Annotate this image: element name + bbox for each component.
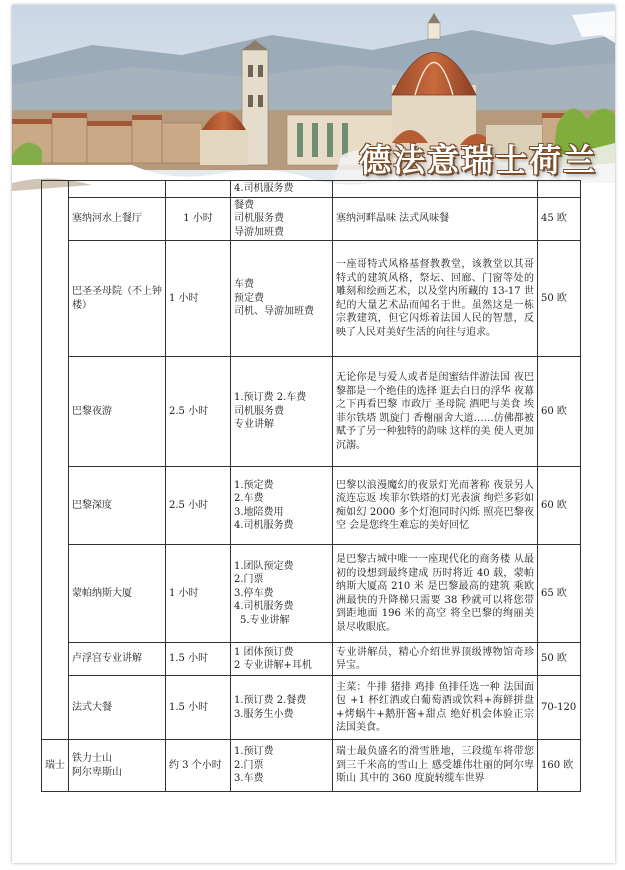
fees-cell — [231, 197, 333, 241]
florence-banner-image — [12, 5, 615, 195]
document-page — [12, 5, 615, 863]
desc-cell: 塞纳河畔晶味 法式风味餐 — [333, 197, 538, 241]
price-cell — [538, 181, 581, 198]
fees-cell — [231, 643, 333, 676]
fee-line: 3.服务生小费 — [234, 708, 294, 720]
fee-line: 1 团体预订费 — [234, 646, 294, 658]
table-row — [42, 740, 581, 792]
fee-line: 4.司机服务费 — [234, 601, 294, 613]
fee-line: 预定费 — [234, 292, 264, 304]
fees-cell — [231, 740, 333, 792]
desc-cell: 无论你是与爱人或者是闺蜜结伴游法国 夜巴黎都是一个绝佳的选择 逛去白日的浮华 夜幕之下再看巴黎 市政厅 圣母院 酒吧与美食 埃菲尔铁塔 凯旋门 香榭丽舍大道……仿佛都被赋予了另一种独特的韵味 这样的美 使人更加沉溺。 — [333, 357, 538, 467]
price-cell: 70-120 — [538, 676, 581, 740]
duration-cell: 1.5 小时 — [166, 676, 231, 740]
desc-cell: 主菜：牛排 猪排 鸡排 鱼排任选一种 法国面包 +1 杯红酒或白葡萄酒或饮料+海鲜拼盘+烤蜗牛+鹅肝酱+甜点 绝好机会体验正宗法国美食。 — [333, 676, 538, 740]
fee-line: 1.预订费 2.车费 — [234, 392, 307, 404]
fee-line: 2.门票 — [234, 574, 264, 586]
table-row — [42, 241, 581, 357]
fee-line: 4.司机服务费 — [234, 183, 294, 194]
optional-tours-table — [41, 180, 581, 792]
fee-line: 车费 — [234, 279, 254, 291]
table-row — [42, 357, 581, 467]
price-cell: 50 欧 — [538, 643, 581, 676]
fees-cell — [231, 676, 333, 740]
duration-cell: 1.5 小时 — [166, 643, 231, 676]
duration-cell: 1 小时 — [166, 241, 231, 357]
fee-line: 2.门票 — [234, 759, 264, 771]
price-cell: 160 欧 — [538, 740, 581, 792]
duration-cell: 2.5 小时 — [166, 467, 231, 545]
duration-cell: 1 小时 — [166, 545, 231, 643]
desc-cell: 专业讲解员，精心介绍世界顶级博物馆奇珍异宝。 — [333, 643, 538, 676]
table-row — [42, 676, 581, 740]
fee-line: 1.团队预定费 — [234, 560, 294, 572]
name-cell: 塞纳河水上餐厅 — [69, 197, 166, 241]
fee-line: 1.预订费 2.餐费 — [234, 695, 307, 706]
price-cell: 60 欧 — [538, 357, 581, 467]
fee-line: 司机服务费 — [234, 405, 284, 417]
fee-line: 司机服务费 — [234, 213, 284, 224]
fee-line: 餐费 — [234, 199, 254, 211]
fee-line: 5.专业讲解 — [240, 614, 290, 626]
fee-line: 3.车费 — [234, 773, 264, 785]
duration-cell — [166, 181, 231, 198]
fee-line: 3.停车费 — [234, 587, 274, 599]
fee-line: 导游加班费 — [234, 226, 284, 238]
banner-title: 德法意瑞士荷兰 — [358, 141, 597, 179]
fees-cell — [231, 357, 333, 467]
desc-cell: 是巴黎古城中唯一一座现代化的商务楼 从最初的设想到最终建成 历时将近 40 载，蒙帕纳斯大厦高 210 米 是巴黎最高的建筑 乘欧洲最快的升降梯只需要 38 秒就可以将您带到距地面 196 米的高空 将全巴黎的绚丽美景尽收眼底。 — [333, 545, 538, 643]
table-row — [42, 181, 581, 198]
name-line: 铁力士山 — [72, 753, 112, 764]
table-row — [42, 643, 581, 676]
name-cell: 法式大餐 — [69, 676, 166, 740]
duration-cell: 约 3 个小时 — [166, 740, 231, 792]
fee-line: 4.司机服务费 — [234, 520, 294, 531]
city-cell: 瑞士 — [42, 740, 69, 792]
price-cell: 50 欧 — [538, 241, 581, 357]
fee-line: 司机、导游加班费 — [234, 306, 314, 318]
duration-cell: 2.5 小时 — [166, 357, 231, 467]
fees-cell — [231, 181, 333, 198]
table-row — [42, 467, 581, 545]
desc-cell: 巴黎以浪漫魔幻的夜景灯光而著称 夜景另人流连忘返 埃菲尔铁塔的灯光表演 绚烂多彩如痴如幻 2000 多个灯泡同时闪烁 照亮巴黎夜空 会是您终生难忘的美好回忆 — [333, 467, 538, 545]
fee-line: 3.地陪费用 — [234, 506, 284, 518]
price-cell: 60 欧 — [538, 467, 581, 545]
name-cell: 巴黎夜游 — [69, 357, 166, 467]
name-cell: 巴黎深度 — [69, 467, 166, 545]
city-cell — [42, 181, 69, 740]
name-cell: 卢浮宫专业讲解 — [69, 643, 166, 676]
desc-cell: 瑞士最负盛名的滑雪胜地，三段缆车将带您到三千米高的雪山上 感受雄伟壮丽的阿尔卑斯山 其中的 360 度旋转缆车世界 — [333, 740, 538, 792]
fee-line: 专业讲解 — [234, 419, 274, 431]
name-cell: 巴圣圣母院（不上钟楼） — [69, 241, 166, 357]
desc-cell: 一座哥特式风格基督教教堂，该教堂以其哥特式的建筑风格，祭坛、回廊、门窗等处的雕刻和绘画艺术，以及堂内所藏的 13-17 世纪的大量艺术品而闻名于世。虽然这是一栋宗教建筑，但它闪烁着法国人民的智慧，反映了人民对美好生活的向往与追求。 — [333, 241, 538, 357]
price-cell: 65 欧 — [538, 545, 581, 643]
name-cell — [69, 740, 166, 792]
fee-line: 1.预定费 — [234, 479, 274, 491]
name-line: 阿尔卑斯山 — [72, 766, 122, 778]
duration-cell: 1 小时 — [166, 197, 231, 241]
table-row — [42, 197, 581, 241]
fees-cell — [231, 545, 333, 643]
fee-line: 2 专业讲解+耳机 — [234, 660, 312, 671]
price-cell: 45 欧 — [538, 197, 581, 241]
desc-cell — [333, 181, 538, 198]
fees-cell — [231, 467, 333, 545]
name-cell: 蒙帕纳斯大厦 — [69, 545, 166, 643]
fee-line: 2.车费 — [234, 493, 264, 504]
fee-line: 1.预订费 — [234, 746, 274, 758]
table-row — [42, 545, 581, 643]
name-cell — [69, 181, 166, 198]
fees-cell — [231, 241, 333, 357]
